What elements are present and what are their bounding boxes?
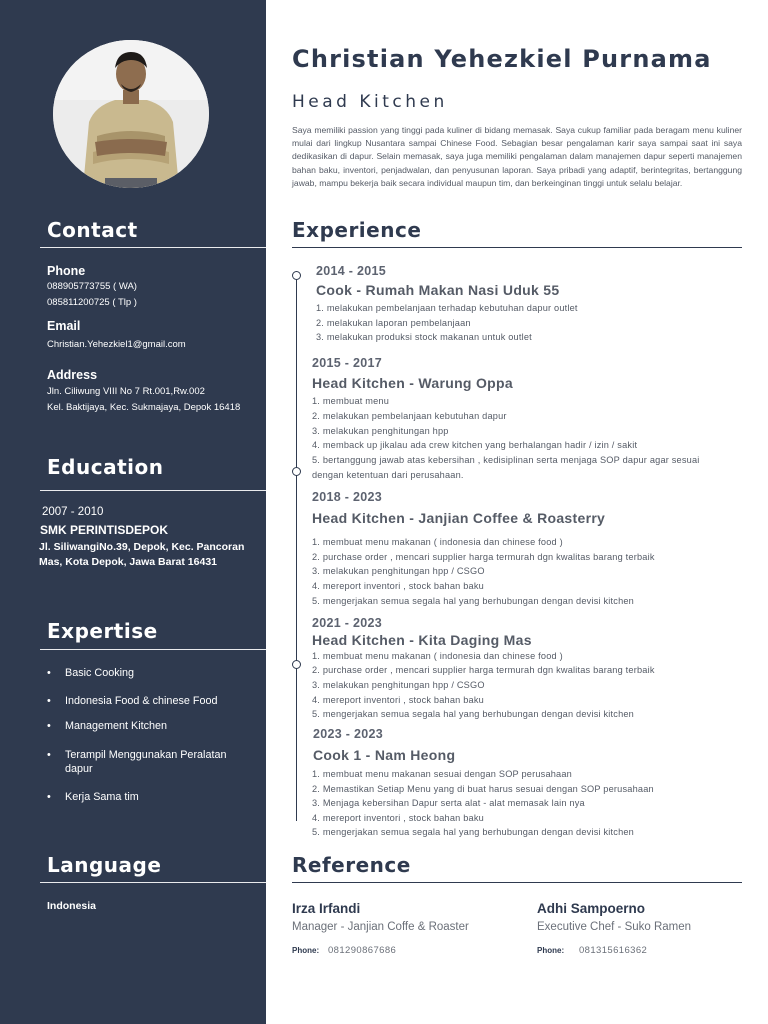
email-value: Christian.Yehezkiel1@gmail.com [47,339,186,350]
education-address: Jl. SiliwangiNo.39, Depok, Kec. Pancoran Mas, Kota Depok, Jawa Barat 16431 [39,541,245,568]
address-label: Address [47,368,98,382]
job-duty: 1. membuat menu makanan ( indonesia dan chinese food ) [312,537,563,547]
phone-wa: 088905773755 ( WA) [47,281,137,292]
job-duty: 2. melakukan laporan pembelanjaan [316,318,471,328]
phone-tlp: 085811200725 ( Tlp ) [47,297,137,308]
job-years: 2018 - 2023 [312,490,383,504]
job-duty: 2. purchase order , mencari supplier harga termurah dgn kwalitas barang terbaik [312,665,655,675]
job-duty: 3. melakukan penghitungan hpp / CSGO [312,566,485,576]
reference-phone-label: Phone: [292,946,320,955]
expertise-item: • Terampil Menggunakan Peralatan dapur [47,748,247,776]
phone-label: Phone [47,264,86,278]
profile-photo-image [53,40,209,188]
candidate-role: Head Kitchen [292,92,448,112]
profile-photo [53,40,209,188]
job-duty: 3. melakukan produksi stock makanan untuk outlet [316,332,532,342]
job-duty: 4. mereport inventori , stock bahan baku [312,581,484,591]
job-duty: dengan ketentuan dari perusahaan. [312,470,464,480]
education-heading: Education [47,455,164,479]
expertise-item: • Management Kitchen [47,719,247,733]
address-line-2: Kel. Baktijaya, Kec. Sukmajaya, Depok 16418 [47,402,241,413]
job-duty: 3. Menjaga kebersihan Dapur serta alat - alat memasak lain nya [312,798,585,808]
job-years: 2015 - 2017 [312,356,383,370]
job-duty: 5. bertanggung jawab atas kebersihan , kedisiplinan serta menjaga SOP dapur agar sesuai [312,455,700,465]
reference-name: Adhi Sampoerno [537,901,646,916]
job-duty: 4. mereport inventori , stock bahan baku [312,695,484,705]
reference-position: Executive Chef - Suko Ramen [537,921,692,933]
reference-name: Irza Irfandi [292,901,361,916]
job-title: Head Kitchen - Janjian Coffee & Roasterry [312,510,606,526]
job-years: 2021 - 2023 [312,616,383,630]
contact-heading: Contact [47,218,138,242]
experience-timeline [296,276,297,821]
job-title: Head Kitchen - Kita Daging Mas [312,632,532,648]
reference-heading: Reference [292,853,411,877]
reference-phone-label: Phone: [537,946,565,955]
language-divider [40,882,266,883]
timeline-dot [292,271,301,280]
job-duty: 4. memback up jikalau ada crew kitchen yang berhalangan hadir / izin / sakit [312,440,638,450]
job-duty: 5. mengerjakan semua segala hal yang berhubungan dengan devisi kitchen [312,827,634,837]
job-duty: 1. membuat menu makanan sesuai dengan SOP perusahaan [312,769,572,779]
expertise-item: • Kerja Sama tim [47,790,247,804]
job-duty: 2. Memastikan Setiap Menu yang di buat harus sesuai dengan SOP perusahaan [312,784,654,794]
job-duty: 2. purchase order , mencari supplier harga termurah dgn kwalitas barang terbaik [312,552,655,562]
job-duty: 2. melakukan pembelanjaan kebutuhan dapur [312,411,507,421]
job-duty: 1. membuat menu makanan ( indonesia dan chinese food ) [312,651,563,661]
job-duty: 5. mengerjakan semua segala hal yang berhubungan dengan devisi kitchen [312,709,634,719]
reference-position: Manager - Janjian Coffe & Roaster [292,921,469,933]
job-duty: 1. membuat menu [312,396,390,406]
job-years: 2023 - 2023 [313,727,384,741]
reference-phone: 081290867686 [328,945,397,956]
address-line-1: Jln. Ciliwung VIII No 7 Rt.001,Rw.002 [47,386,205,397]
job-title: Head Kitchen - Warung Oppa [312,375,513,391]
job-years: 2014 - 2015 [316,264,387,278]
experience-divider [292,247,742,248]
expertise-heading: Expertise [47,619,158,643]
education-years: 2007 - 2010 [42,506,104,518]
job-duty: 3. melakukan penghitungan hpp [312,426,449,436]
email-label: Email [47,319,81,333]
expertise-divider [40,649,266,650]
language-item: Indonesia [47,900,97,912]
candidate-name: Christian Yehezkiel Purnama [292,45,712,73]
education-school: SMK PERINTISDEPOK [40,523,169,537]
reference-phone: 081315616362 [579,945,648,956]
experience-heading: Experience [292,218,422,242]
job-title: Cook 1 - Nam Heong [313,747,456,763]
job-duty: 1. melakukan pembelanjaan terhadap kebutuhan dapur outlet [316,303,578,313]
expertise-item: • Basic Cooking [47,666,247,680]
job-duty: 4. mereport inventori , stock bahan baku [312,813,484,823]
timeline-dot [292,660,301,669]
reference-divider [292,882,742,883]
sidebar [0,0,266,1024]
job-title: Cook - Rumah Makan Nasi Uduk 55 [316,282,560,298]
contact-divider [40,247,266,248]
profile-summary: Saya memiliki passion yang tinggi pada kuliner di bidang memasak. Saya cukup familiar pada beragam menu kuliner mulai dari lingkup Nusantara sampai Chinese Food. Sebagian besar pengalaman karir saya sampai saat ini saya dedikasikan di dapur. Selain memasak, saya juga memiliki pengalaman dalam manajemen dapur seperti manajemen bahan baku, inventori, penjadwalan, dan penyusunan laporan. Saya pribadi yang adaptif, berintegritas, bertanggung jawab, mampu bekerja baik secara individual maupun tim, dan berkeinginan tinggi untuk selalu belajar. [292,125,742,188]
job-duty: 5. mengerjakan semua segala hal yang berhubungan dengan devisi kitchen [312,596,634,606]
expertise-item: • Indonesia Food & chinese Food [47,694,247,708]
timeline-dot [292,467,301,476]
job-duty: 3. melakukan penghitungan hpp / CSGO [312,680,485,690]
language-heading: Language [47,853,162,877]
education-divider [40,490,266,491]
